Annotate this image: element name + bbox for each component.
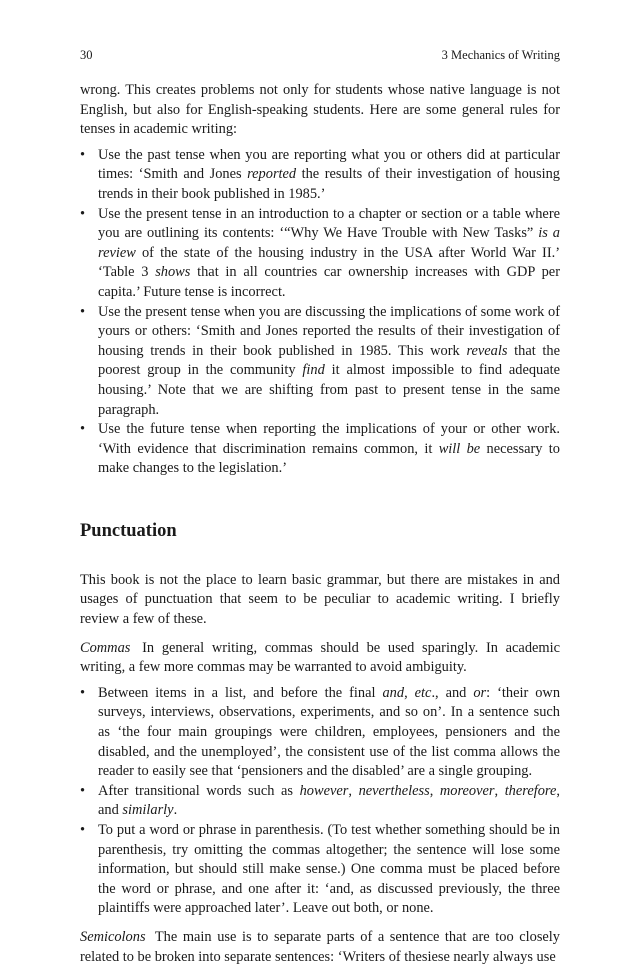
list-item	[80, 146, 560, 205]
emphasis: nevertheless	[358, 782, 430, 799]
list-item	[80, 821, 560, 919]
list-item-text: Use the present tense in an introduction to a chapter or section or a table where you are outlining its contents: ‘“Why We Have Trouble with New Tasks” is a review of the state of the housing industry in the USA after World War II.’ ‘Table 3 shows that in all countries car ownership increases with GDP per capita.’ Future tense is incorrect.	[98, 205, 560, 300]
comma-rules-list	[80, 684, 560, 919]
bullet-icon: •	[80, 146, 86, 163]
list-item-text: Use the present tense when you are discussing the implications of some work of yours or others: ‘Smith and Jones reported the results of their investigation of housing trends in their book published in 1985. This work reveals that the poorest group in the community find it almost impossible to find adequate housing.’ Note that we are shifting from past to present tense in the same paragraph.	[98, 303, 561, 418]
list-item-text: To put a word or phrase in parenthesis. (To test whether something should be in parenthesis, try omitting the commas altogether; the sentence will lose some information, but should still make sense.) One comma must be placed before the word or phrase, and one after it: ‘and, as discussed previously, the three plaintiffs were approached later’. Leave out both, or none.	[98, 822, 560, 917]
bullet-icon: •	[80, 205, 86, 222]
semicolons-lead: Semicolons	[80, 928, 146, 945]
page-body	[80, 81, 560, 967]
commas-text: In general writing, commas should be used sparingly. In academic writing, a few more commas may be warranted to avoid ambiguity.	[80, 639, 560, 676]
tense-rules-list	[80, 146, 560, 479]
list-item	[80, 303, 560, 421]
bullet-icon: •	[80, 782, 86, 799]
emphasis: therefore	[504, 782, 557, 799]
list-item-text: Use the future tense when reporting the implications of your or other work. ‘With evidence that discrimination remains common, it will be necessary to make changes to the legislation.’	[98, 421, 560, 477]
emphasis: etc	[414, 684, 432, 701]
punctuation-intro: This book is not the place to learn basic grammar, but there are mistakes in and usages of punctuation that seem to be peculiar to academic writing. I briefly review a few of these.	[80, 571, 560, 628]
emphasis: shows	[155, 264, 191, 281]
bullet-icon: •	[80, 303, 86, 320]
intro-paragraph: wrong. This creates problems not only for students whose native language is not English, but also for English-speaking students. Here are some general rules for tenses in academic writing:	[80, 82, 560, 138]
semicolons-paragraph	[80, 928, 560, 967]
emphasis: or	[473, 684, 487, 701]
semicolons-text: The main use is to separate parts of a sentence that are too closely related to be broken into separate sentences: ‘Writers of thesiese nearly always use	[80, 928, 560, 965]
list-item	[80, 420, 560, 479]
list-item	[80, 205, 560, 303]
emphasis: find	[302, 362, 325, 379]
list-item	[80, 782, 560, 821]
emphasis: is a review	[98, 225, 560, 261]
emphasis: and	[382, 684, 405, 701]
running-head: 3 Mechanics of Writing	[441, 48, 560, 62]
commas-paragraph	[80, 639, 560, 678]
section-heading: Punctuation	[80, 520, 177, 541]
emphasis: reported	[247, 166, 297, 183]
list-item-text: After transitional words such as however, nevertheless, moreover, therefore, and similarly.	[98, 782, 560, 819]
bullet-icon: •	[80, 822, 86, 838]
emphasis: similarly	[122, 802, 174, 819]
page-number: 30	[80, 48, 93, 62]
bullet-icon: •	[80, 684, 86, 701]
emphasis: reveals	[466, 342, 508, 359]
emphasis: moreover	[439, 782, 495, 799]
list-item	[80, 684, 560, 782]
emphasis: will be	[438, 440, 481, 457]
list-item-text: Between items in a list, and before the final and, etc., and or: ‘their own surveys, interviews, observations, experiments, and so on’. In a sentence such as ‘the four main groupings were children, employees, pensioners and the disabled, and the unemployed’, the consistent use of the list comma allows the reader to easily see that ‘pensioners and the disabled’ are a single grouping.	[98, 684, 561, 780]
emphasis: however	[299, 782, 349, 799]
page-header	[80, 48, 560, 64]
bullet-icon: •	[80, 421, 86, 438]
commas-lead: Commas	[80, 639, 131, 656]
list-item-text: Use the past tense when you are reporting what you or others did at particular times: ‘Smith and Jones reported the results of their investigation of housing trends in their book published in 1985.’	[98, 146, 560, 202]
